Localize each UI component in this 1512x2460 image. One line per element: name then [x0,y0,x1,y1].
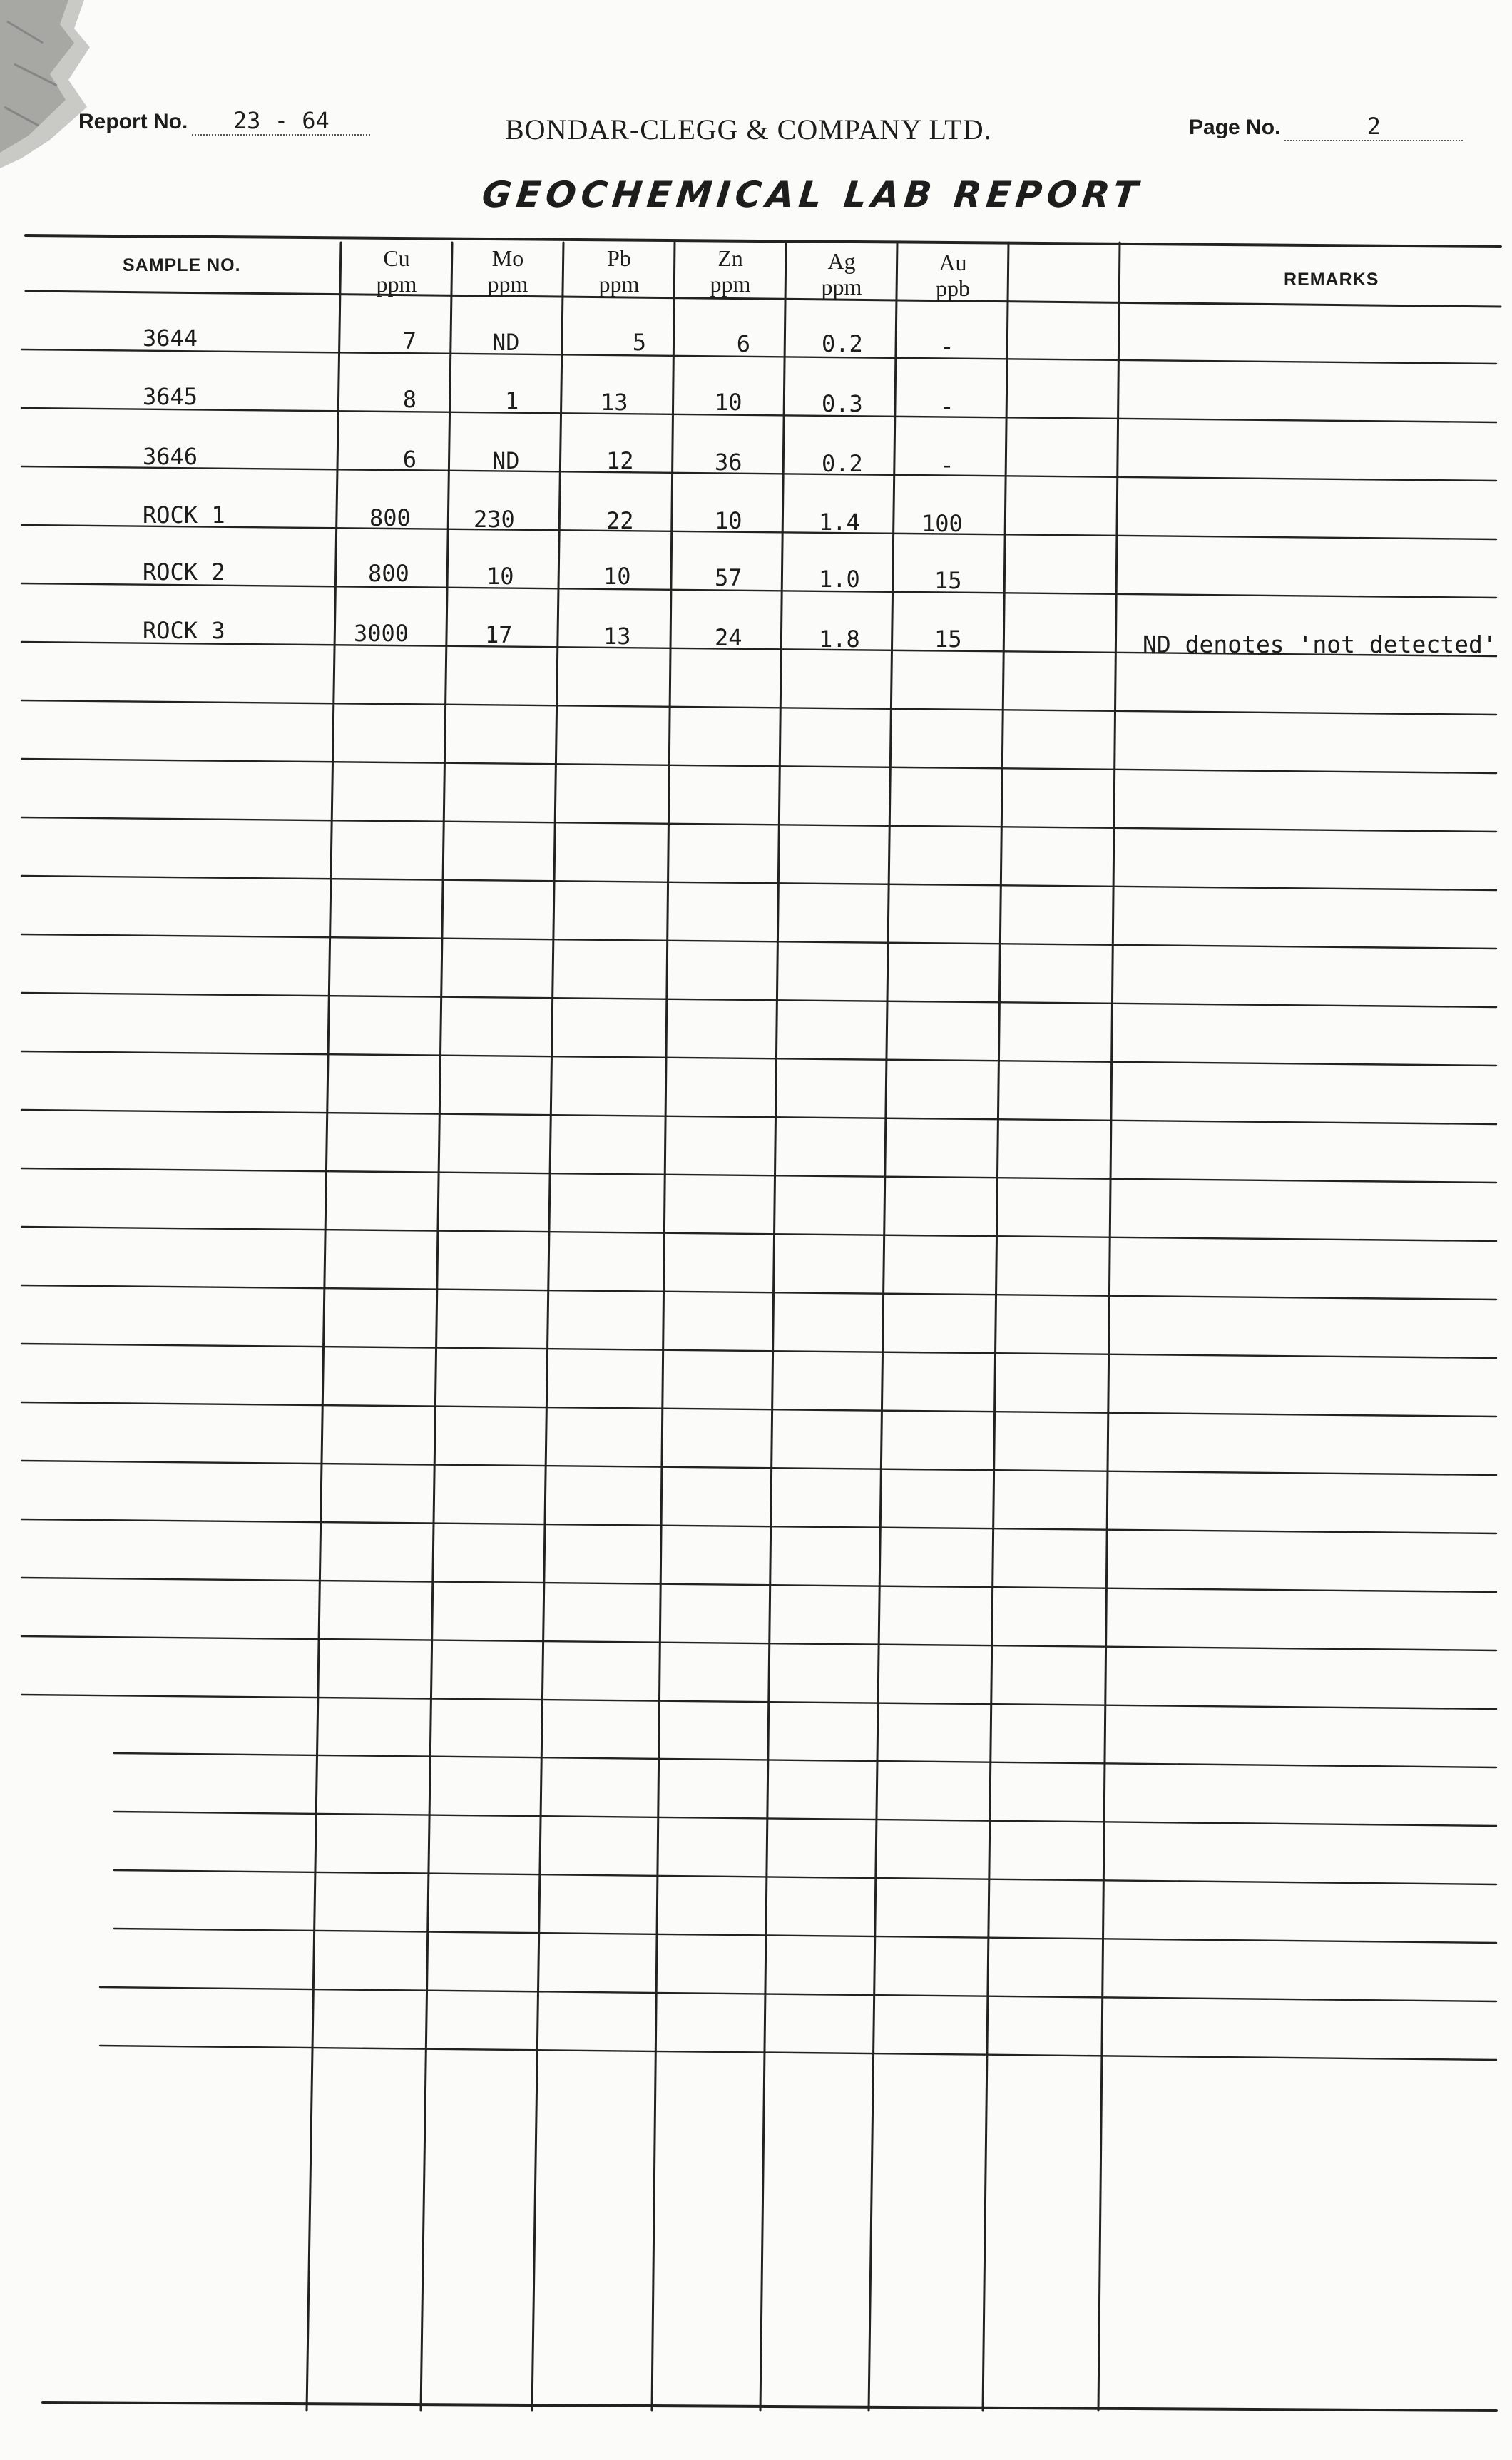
pb-cell: 13 [603,623,631,650]
mo-cell: 17 [485,621,513,648]
row-rule [21,349,1496,364]
col-header-zn [675,245,786,297]
row-rule [21,1461,1496,1475]
column-rule [1098,243,1120,2411]
cu-cell: 6 [402,446,417,473]
column-rule [421,243,452,2411]
column-rule [983,243,1008,2411]
mo-cell: 230 [474,506,515,533]
table-bottom-rule [43,2402,1496,2411]
row-rule [21,817,1496,832]
row-rule [21,1168,1496,1183]
row-rule [21,876,1496,890]
row-rule [21,1636,1496,1650]
col-header-mo [452,245,563,297]
row-rule [21,993,1496,1007]
company-name: BONDAR-CLEGG & COMPANY LTD. [505,113,992,146]
page-number-value: 2 [1284,113,1463,141]
remarks-note: ND denotes 'not detected' [1143,631,1497,658]
row-rule [21,1285,1496,1300]
ag-cell: 0.2 [822,330,863,357]
mo-cell: 1 [505,387,519,414]
column-rule [652,243,675,2411]
cu-cell: 7 [402,327,417,354]
col-element: Cu [383,245,410,271]
pb-cell: 5 [632,329,646,356]
col-unit: ppm [487,271,528,297]
pb-cell: 22 [606,507,634,534]
pb-cell: 12 [606,447,634,474]
col-element: Au [939,250,967,275]
zn-cell: 10 [715,507,742,534]
col-element: Mo [491,245,524,271]
ag-cell: 0.2 [822,450,863,477]
row-rule [21,1695,1496,1709]
col-unit: ppm [598,271,640,297]
row-rule [114,1753,1496,1767]
report-number-value: 23 - 64 [192,107,370,136]
sample-no-cell: ROCK 3 [143,617,225,644]
col-unit: ppb [936,275,970,301]
ag-cell: 1.0 [819,566,860,593]
mo-cell: 10 [486,563,514,590]
sample-no-cell: ROCK 2 [143,558,225,586]
ag-cell: 1.8 [819,626,860,653]
row-rule [100,1987,1496,2001]
ag-cell: 1.4 [819,509,860,536]
au-cell: - [940,393,954,420]
mo-cell: ND [492,329,520,356]
row-rule [21,759,1496,773]
sample-no-header: SAMPLE NO. [123,255,241,275]
row-rule [114,1812,1496,1826]
zn-cell: 24 [715,624,742,651]
col-header-cu [341,245,452,297]
col-unit: ppm [710,271,751,297]
column-rule [307,243,341,2411]
row-rule [21,1227,1496,1241]
row-rule [114,1870,1496,1884]
col-element: Pb [607,245,631,271]
pb-cell: 10 [603,563,631,590]
row-rule [21,466,1496,481]
col-unit: ppm [376,271,417,297]
row-rule [21,700,1496,715]
row-rule [21,583,1496,598]
zn-cell: 10 [715,389,742,416]
column-rule [532,243,563,2411]
row-rule [21,408,1496,422]
col-element: Ag [827,248,856,274]
mo-cell: ND [492,447,520,474]
cu-cell: 8 [402,386,417,413]
cu-cell: 800 [369,504,411,531]
zn-cell: 36 [715,449,742,476]
sample-no-cell: 3645 [143,383,198,410]
ag-cell: 0.3 [822,390,863,417]
zn-cell: 57 [715,564,742,591]
row-rule [114,1929,1496,1943]
row-rule [21,1051,1496,1066]
report-number-label: Report No. [78,110,188,133]
column-rule [869,243,897,2411]
column-rule [760,243,786,2411]
row-rule [21,1519,1496,1533]
row-rule [21,1344,1496,1358]
row-rule [21,525,1496,539]
au-cell: - [940,451,954,479]
row-rule [21,934,1496,949]
au-cell: 15 [934,626,962,653]
pb-cell: 13 [601,389,628,416]
au-cell: 100 [921,510,963,537]
sample-no-cell: 3646 [143,443,198,470]
remarks-header: REMARKS [1284,270,1379,290]
sample-no-cell: ROCK 1 [143,501,225,529]
sample-no-cell: 3644 [143,325,198,352]
zn-cell: 6 [736,330,750,357]
row-rule [21,1110,1496,1124]
col-element: Zn [717,245,743,271]
col-unit: ppm [821,274,862,300]
col-header-au [897,250,1008,301]
report-title: GEOCHEMICAL LAB REPORT [479,174,1145,215]
row-rule [21,1578,1496,1592]
row-rule [21,1402,1496,1417]
page-number-label: Page No. [1189,116,1281,139]
cu-cell: 3000 [354,620,409,647]
col-header-ag [786,248,897,300]
row-rule [100,2046,1496,2060]
col-header-pb [563,245,675,297]
au-cell: - [940,333,954,360]
au-cell: 15 [934,567,962,594]
cu-cell: 800 [368,560,409,587]
